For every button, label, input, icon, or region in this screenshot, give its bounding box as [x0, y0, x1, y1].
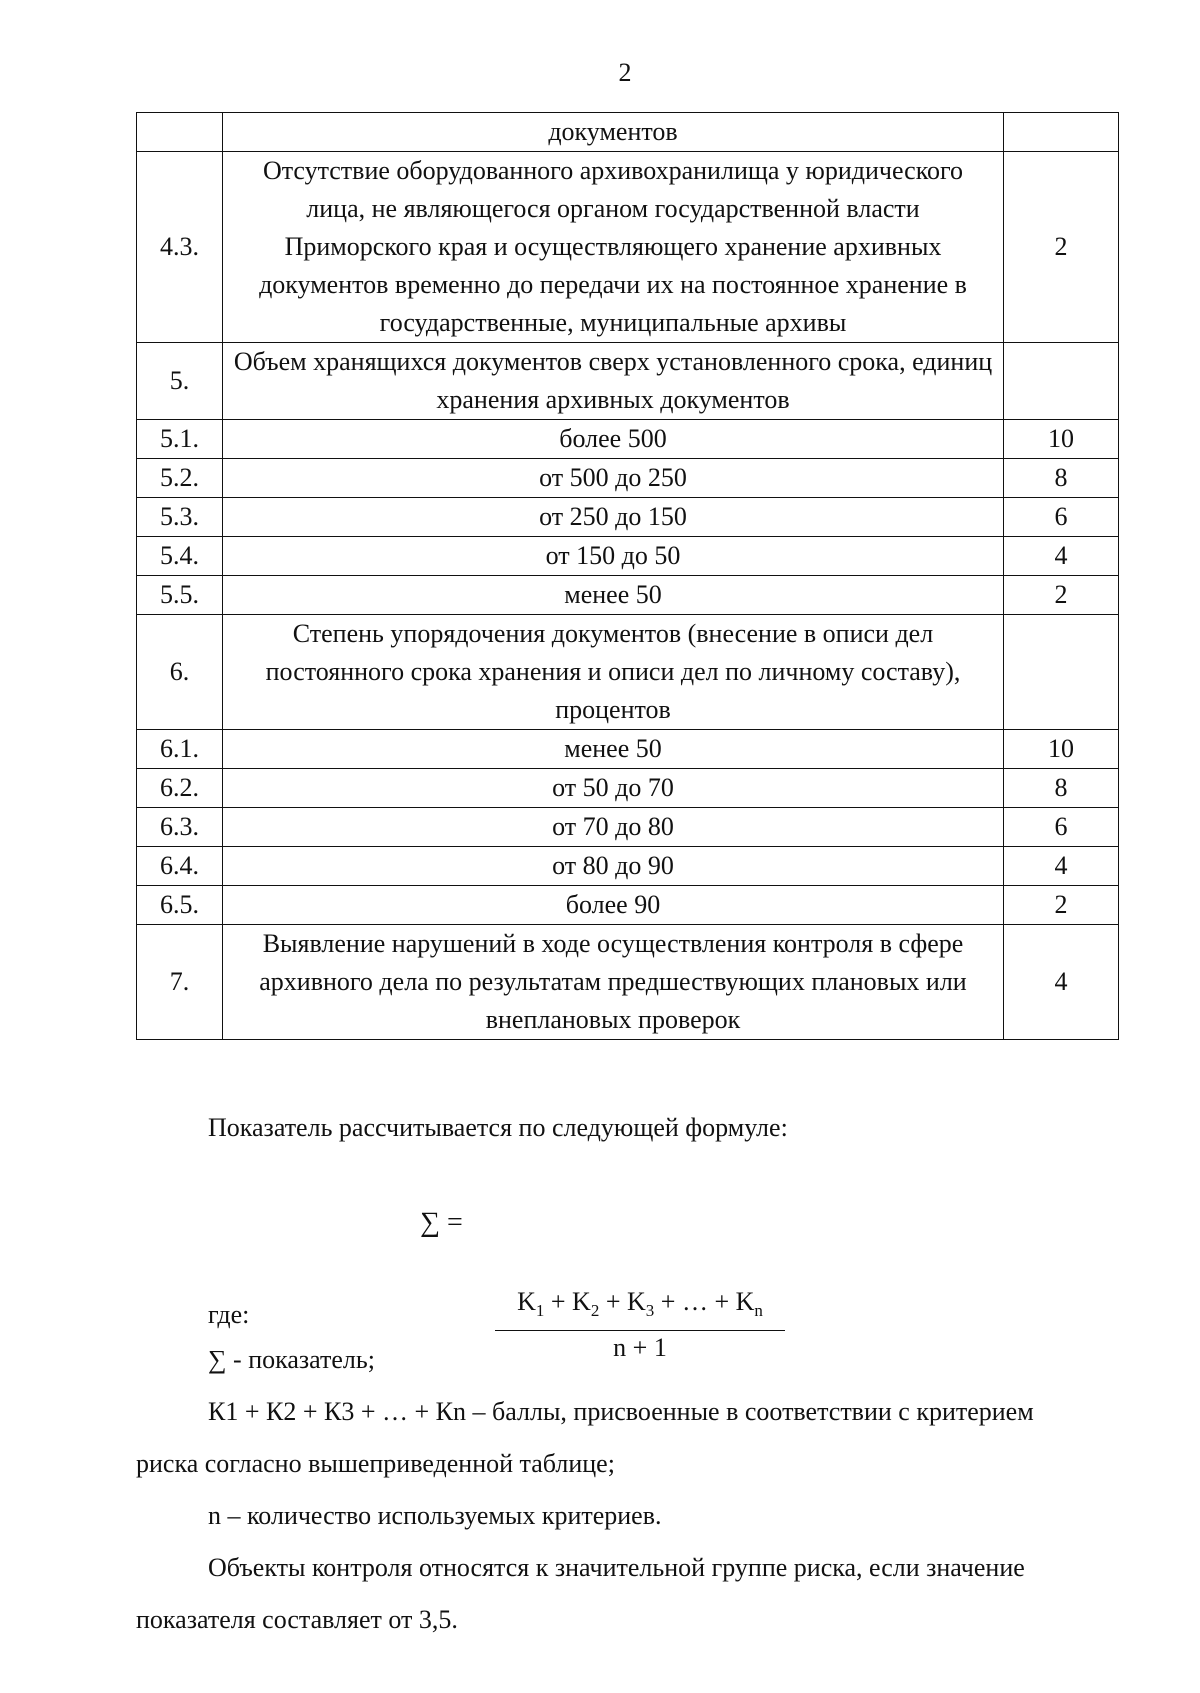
- criterion-number: 5.2.: [137, 459, 223, 498]
- sigma-definition: ∑ - показатель;: [208, 1345, 375, 1374]
- criterion-number: 5.3.: [137, 498, 223, 537]
- criterion-score: 8: [1004, 459, 1119, 498]
- formula-fraction: [495, 1287, 785, 1363]
- criterion-description: более 500: [223, 420, 1004, 459]
- criterion-number: 6.2.: [137, 769, 223, 808]
- criterion-description: от 50 до 70: [223, 769, 1004, 808]
- criterion-description: менее 50: [223, 730, 1004, 769]
- k-sum-definition-line2: риска согласно вышеприведенной таблице;: [136, 1449, 615, 1478]
- table-row: [137, 576, 1119, 615]
- formula-numerator: $K_1 + K_2 + K_3$ + … + $K_n$: [495, 1287, 785, 1331]
- criterion-number: 4.3.: [137, 152, 223, 343]
- formula-lhs: ∑ =: [420, 1207, 463, 1238]
- criterion-score: 2: [1004, 152, 1119, 343]
- criterion-score: 2: [1004, 886, 1119, 925]
- criterion-description: более 90: [223, 886, 1004, 925]
- criterion-score: [1004, 615, 1119, 730]
- criterion-number: 6.1.: [137, 730, 223, 769]
- criterion-score: [1004, 343, 1119, 420]
- criterion-description: от 70 до 80: [223, 808, 1004, 847]
- criterion-score: 4: [1004, 847, 1119, 886]
- table-row: [137, 113, 1119, 152]
- criterion-description: от 80 до 90: [223, 847, 1004, 886]
- criterion-number: 6.: [137, 615, 223, 730]
- criterion-score: 10: [1004, 420, 1119, 459]
- table-row: [137, 847, 1119, 886]
- criterion-score: 4: [1004, 925, 1119, 1040]
- criterion-number: 6.5.: [137, 886, 223, 925]
- criterion-description: от 150 до 50: [223, 537, 1004, 576]
- table-row: [137, 808, 1119, 847]
- criterion-number: 5.5.: [137, 576, 223, 615]
- criterion-description: Выявление нарушений в ходе осуществления контроля в сфере архивного дела по результатам предшествующих плановых или внеплановых проверок: [223, 925, 1004, 1040]
- formula-denominator: n + 1: [613, 1333, 667, 1363]
- page-number: 2: [618, 58, 632, 87]
- table-row: [137, 459, 1119, 498]
- conclusion-line1: Объекты контроля относятся к значительной группе риска, если значение: [208, 1553, 1025, 1582]
- criterion-score: 10: [1004, 730, 1119, 769]
- table-row: [137, 343, 1119, 420]
- criterion-number: 5.: [137, 343, 223, 420]
- conclusion-line2: показателя составляет от 3,5.: [136, 1605, 458, 1634]
- table-row: [137, 769, 1119, 808]
- k-sum-definition-line1: К1 + К2 + К3 + … + Кn – баллы, присвоенные в соответствии с критерием: [208, 1397, 1034, 1426]
- criterion-number: 6.3.: [137, 808, 223, 847]
- criterion-description: от 500 до 250: [223, 459, 1004, 498]
- table-row: [137, 498, 1119, 537]
- criterion-score: [1004, 113, 1119, 152]
- criterion-number: 7.: [137, 925, 223, 1040]
- criterion-score: 4: [1004, 537, 1119, 576]
- criterion-description: Степень упорядочения документов (внесение в описи дел постоянного срока хранения и описи дел по личному составу), процентов: [223, 615, 1004, 730]
- table-row: [137, 925, 1119, 1040]
- criterion-number: 5.4.: [137, 537, 223, 576]
- criterion-description: Отсутствие оборудованного архивохранилища у юридического лица, не являющегося органом государственной власти Приморского края и осуществляющего хранение архивных документов временно до передачи их на постоянное хранение в государственные, муниципальные архивы: [223, 152, 1004, 343]
- criterion-number: [137, 113, 223, 152]
- table-row: [137, 730, 1119, 769]
- n-definition: n – количество используемых критериев.: [208, 1501, 662, 1530]
- table-row: [137, 537, 1119, 576]
- formula-intro: Показатель рассчитывается по следующей формуле:: [208, 1113, 788, 1142]
- criterion-description: менее 50: [223, 576, 1004, 615]
- table-row: [137, 152, 1119, 343]
- criterion-description: документов: [223, 113, 1004, 152]
- criterion-description: от 250 до 150: [223, 498, 1004, 537]
- criterion-score: 6: [1004, 498, 1119, 537]
- criterion-number: 5.1.: [137, 420, 223, 459]
- criterion-score: 2: [1004, 576, 1119, 615]
- table-row: [137, 420, 1119, 459]
- criterion-description: Объем хранящихся документов сверх установленного срока, единиц хранения архивных документов: [223, 343, 1004, 420]
- where-label: где:: [208, 1300, 250, 1329]
- table-row: [137, 615, 1119, 730]
- criterion-score: 8: [1004, 769, 1119, 808]
- criterion-number: 6.4.: [137, 847, 223, 886]
- risk-criteria-table: [136, 112, 1119, 1040]
- table-row: [137, 886, 1119, 925]
- criterion-score: 6: [1004, 808, 1119, 847]
